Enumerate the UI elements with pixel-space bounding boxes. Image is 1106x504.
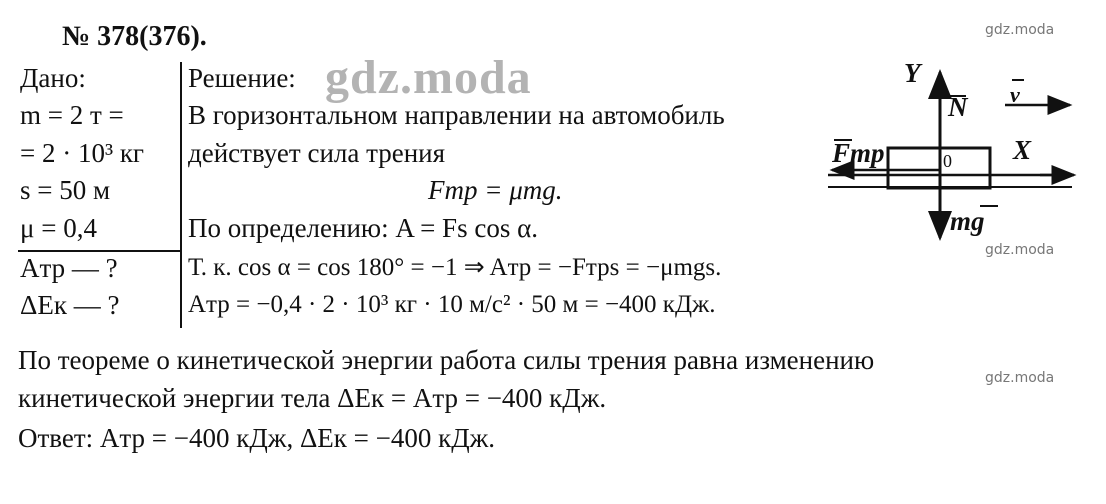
y-axis-label: Y — [904, 58, 921, 88]
conclusion-line-2: кинетической энергии тела ΔEк = Aтр = −400 кДж. — [18, 383, 607, 413]
given-distance: s = 50 м — [20, 175, 111, 205]
find-work: Aтр — ? — [20, 253, 118, 283]
problem-number: № 378(376). — [62, 21, 207, 52]
given-header: Дано: — [20, 63, 86, 93]
friction-label: Fтр — [832, 138, 885, 168]
solution-line-3: По определению: A = Fs cos α. — [188, 213, 538, 243]
solution-line-4: Т. к. cos α = cos 180° = −1 ⇒ Aтр = −Fтрs = −μmgs. — [188, 254, 722, 281]
given-mass: m = 2 т = — [20, 100, 124, 130]
friction-formula: Fтр = μmg. — [428, 175, 563, 205]
origin-label: 0 — [943, 151, 952, 171]
given-mu: μ = 0,4 — [20, 213, 97, 243]
find-energy: ΔEк — ? — [20, 290, 120, 320]
given-mass-si: = 2 · 10³ кг — [20, 138, 145, 168]
answer: Ответ: Aтр = −400 кДж, ΔEк = −400 кДж. — [18, 423, 496, 453]
gravity-label: mg — [950, 206, 985, 236]
solution-line-2: действует сила трения — [188, 138, 446, 168]
x-axis-label: X — [1013, 135, 1032, 165]
watermark-bottom: gdz.moda — [985, 370, 1055, 386]
normal-force-label: N — [948, 92, 968, 122]
watermark-top: gdz.moda — [985, 22, 1055, 38]
conclusion-line-1: По теореме о кинетической энергии работа силы трения равна изменению — [18, 345, 875, 375]
solution-header: Решение: — [188, 63, 296, 93]
watermark-logo: gdz.moda — [325, 51, 532, 104]
solution-line-5: Aтр = −0,4 · 2 · 10³ кг · 10 м/с² · 50 м = −400 кДж. — [188, 291, 716, 318]
velocity-label: v — [1010, 82, 1020, 107]
watermark-middle: gdz.moda — [985, 242, 1055, 258]
solution-line-1: В горизонтальном направлении на автомобиль — [188, 100, 725, 130]
